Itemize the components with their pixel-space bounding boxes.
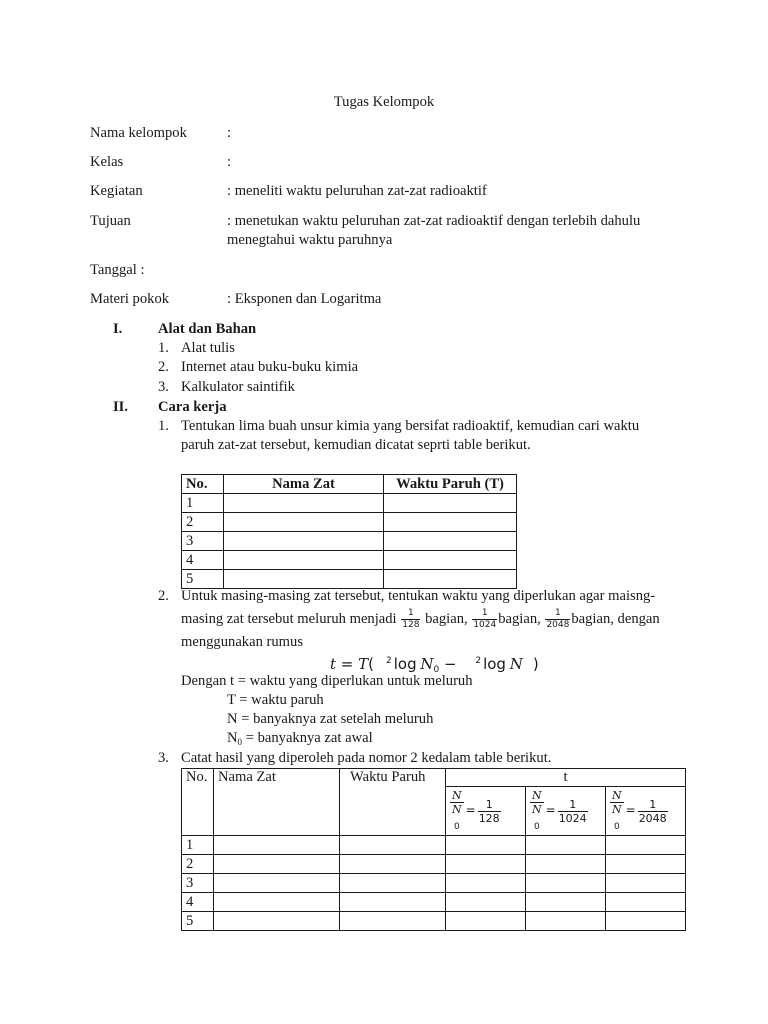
list-item-number: 3. [158, 379, 169, 395]
table-cell [446, 855, 526, 874]
table-row [182, 532, 517, 551]
field-label-materi-pokok: Materi pokok [90, 291, 170, 307]
step-3-number: 3. [158, 750, 169, 766]
table-row [182, 513, 517, 532]
table-row [182, 836, 686, 855]
list-item-number: 2. [158, 359, 169, 375]
field-label-nama-kelompok: Nama kelompok [90, 125, 187, 141]
field-label-tujuan: Tujuan [90, 213, 131, 229]
column-header-no: No. [182, 769, 214, 836]
table-cell [214, 893, 340, 912]
column-header-nama-zat: Nama Zat [214, 769, 340, 836]
table-row [182, 570, 517, 589]
step-2-text: Untuk masing-masing zat tersebut, tentukan waktu yang diperlukan agar maisng- [181, 588, 656, 604]
table-cell [384, 570, 517, 589]
row-number: 5 [182, 912, 214, 931]
table-cell [446, 893, 526, 912]
row-number: 4 [182, 551, 224, 570]
definition-item: N = banyaknya zat setelah meluruh [227, 711, 434, 727]
step-1-text: Tentukan lima buah unsur kimia yang bersifat radioaktif, kemudian cari waktu [181, 418, 640, 434]
table-cell [214, 836, 340, 855]
table-cell [606, 855, 686, 874]
table-row [182, 874, 686, 893]
table-cell [224, 570, 384, 589]
step-2-number: 2. [158, 588, 169, 604]
table-cell [446, 912, 526, 931]
subheader-ratio-128: N N $_0$ = $\frac{1}{128}$ [446, 787, 526, 836]
table-cell [384, 494, 517, 513]
table-cell [340, 893, 446, 912]
table-cell [340, 836, 446, 855]
fraction-1-128: $\frac{1}{128}$ [402, 608, 420, 631]
section-1-numeral: I. [113, 321, 123, 337]
table-header-row [182, 769, 686, 787]
table-cell [214, 855, 340, 874]
subheader-ratio-1024: N N $_0$ = $\frac{1}{1024}$ [526, 787, 606, 836]
column-header-t: t [446, 769, 686, 787]
table-header-row [182, 475, 517, 494]
step-2-text-cont: masing zat tersebut meluruh menjadi [181, 611, 397, 627]
step-3-text: Catat hasil yang diperoleh pada nomor 2 kedalam table berikut. [181, 750, 552, 766]
table-cell [224, 494, 384, 513]
step-1-number: 1. [158, 418, 169, 434]
table-cell [384, 532, 517, 551]
fraction-1-1024: $\frac{1}{1024}$ [473, 608, 497, 631]
field-value-tujuan-cont: menegtahui waktu paruhnya [227, 232, 393, 248]
table-cell [224, 532, 384, 551]
table-row [182, 893, 686, 912]
list-item-text: Alat tulis [181, 340, 235, 356]
table-row [182, 551, 517, 570]
field-value-nama-kelompok: : [227, 125, 232, 141]
fraction-1-2048: $\frac{1}{2048}$ [546, 608, 570, 631]
row-number: 5 [182, 570, 224, 589]
table-cell [214, 874, 340, 893]
table-cell [384, 513, 517, 532]
step-2-text-fractions: masing zat tersebut meluruh menjadi $\frac{1}{128}$ bagian, $\frac{1}{1024}$ bagian, $\frac{1}{2048}$ bagian, dengan [181, 608, 660, 631]
half-life-table [181, 474, 517, 589]
column-header-no: No. [182, 475, 224, 494]
list-item-text: Internet atau buku-buku kimia [181, 359, 359, 375]
row-number: 2 [182, 513, 224, 532]
definition-item-n0: $N_0$ = banyaknya zat awal [227, 730, 373, 747]
table-row [182, 855, 686, 874]
table-cell [446, 874, 526, 893]
table-cell [224, 551, 384, 570]
half-life-formula: t = T( $^2$ $\log N_0 - ^2$ log N ) [330, 655, 539, 675]
field-value-materi-pokok: : Eksponen dan Logaritma [227, 291, 382, 307]
definition-item: T = waktu paruh [227, 692, 324, 708]
section-1-heading: Alat dan Bahan [158, 321, 257, 337]
field-label-kelas: Kelas [90, 154, 124, 170]
table-row [182, 494, 517, 513]
field-label-kegiatan: Kegiatan [90, 183, 143, 199]
table-cell [340, 912, 446, 931]
row-number: 3 [182, 874, 214, 893]
column-header-waktu-paruh: Waktu Paruh (T) [384, 475, 517, 494]
field-value-tujuan: : menetukan waktu peluruhan zat-zat radioaktif dengan terlebih dahulu [227, 213, 641, 229]
row-number: 1 [182, 494, 224, 513]
row-number: 3 [182, 532, 224, 551]
column-header-waktu-paruh: Waktu Paruh [340, 769, 446, 836]
table-cell [606, 893, 686, 912]
definition-intro: Dengan t = waktu yang diperlukan untuk meluruh [181, 673, 473, 689]
step-1-text-cont: paruh zat-zat tersebut, kemudian dicatat seprti table berikut. [181, 437, 531, 453]
table-cell [526, 893, 606, 912]
step-2-text-cont2: menggunakan rumus [181, 634, 303, 650]
row-number: 1 [182, 836, 214, 855]
list-item-text: Kalkulator saintifik [181, 379, 295, 395]
table-cell [446, 836, 526, 855]
table-cell [526, 836, 606, 855]
list-item-number: 1. [158, 340, 169, 356]
results-table [181, 768, 686, 931]
page-title: Tugas Kelompok [333, 94, 435, 110]
table-cell [340, 855, 446, 874]
table-cell [606, 912, 686, 931]
subheader-ratio-2048: N N $_0$ = $\frac{1}{2048}$ [606, 787, 686, 836]
column-header-nama-zat: Nama Zat [224, 475, 384, 494]
table-cell [606, 874, 686, 893]
field-label-tanggal: Tanggal : [90, 262, 145, 278]
table-cell [526, 874, 606, 893]
section-2-numeral: II. [113, 399, 129, 415]
row-number: 4 [182, 893, 214, 912]
table-cell [606, 836, 686, 855]
section-2-heading: Cara kerja [158, 399, 227, 415]
table-cell [384, 551, 517, 570]
table-cell [224, 513, 384, 532]
field-value-kelas: : [227, 154, 232, 170]
table-cell [526, 855, 606, 874]
table-row [182, 912, 686, 931]
row-number: 2 [182, 855, 214, 874]
table-cell [214, 912, 340, 931]
table-cell [340, 874, 446, 893]
field-value-kegiatan: : meneliti waktu peluruhan zat-zat radioaktif [227, 183, 487, 199]
table-cell [526, 912, 606, 931]
